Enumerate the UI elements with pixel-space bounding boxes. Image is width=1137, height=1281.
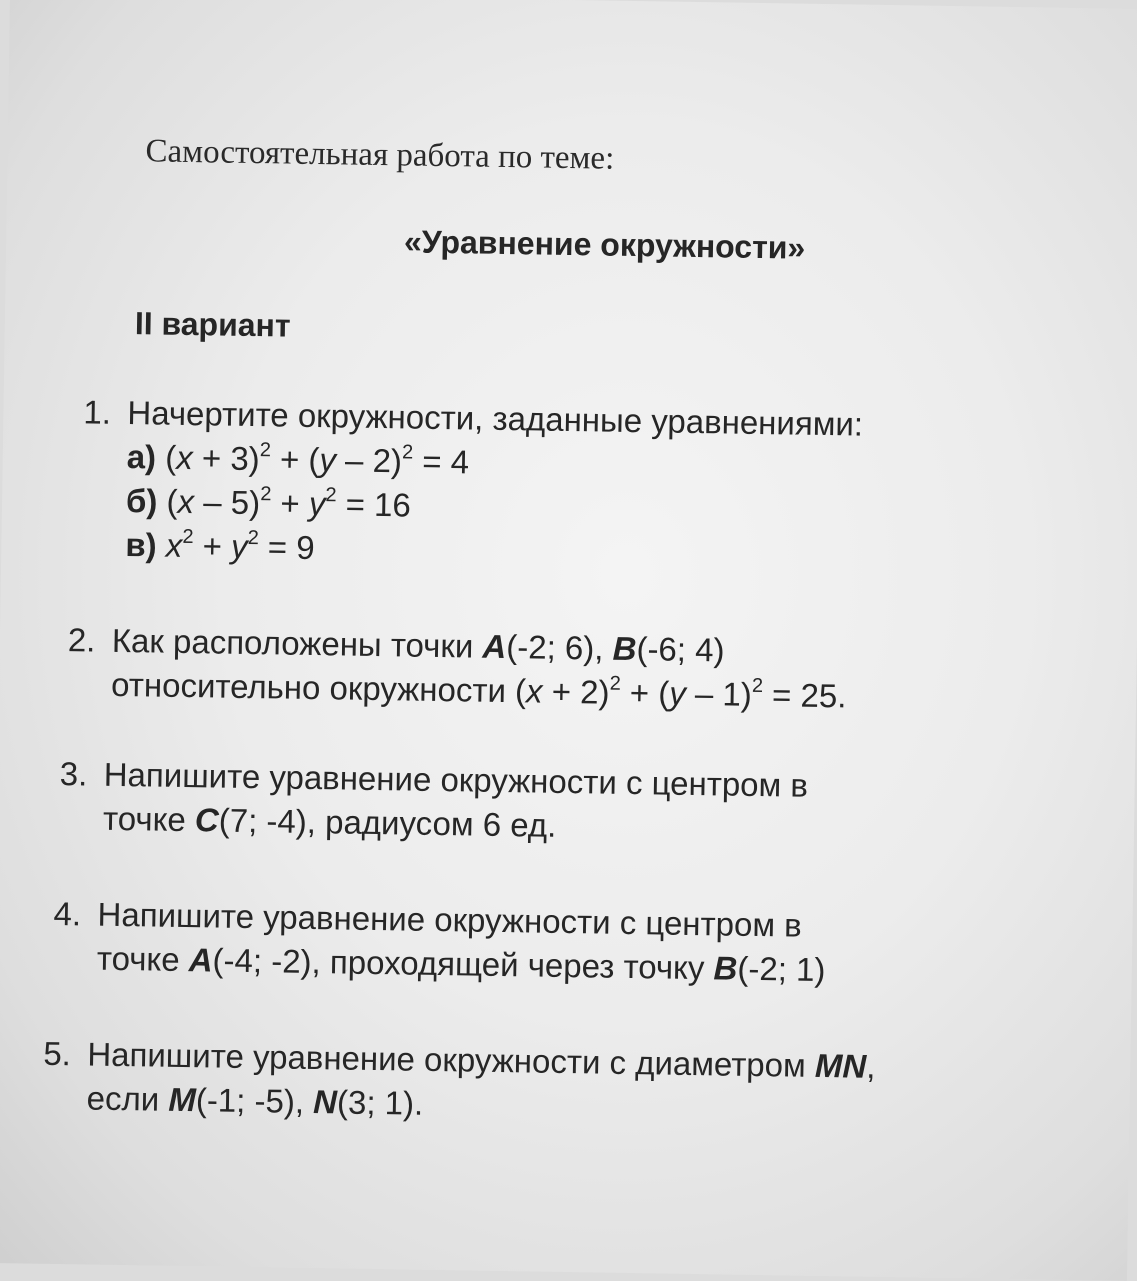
equation-a: а) $(x + 3)^2 + (y - 2)^2 = 4$ (126, 438, 470, 481)
task-number: 5. (43, 1034, 72, 1073)
task-1 (81, 390, 863, 578)
point-coords: (-6; 4) (636, 630, 725, 669)
point-label: M (168, 1080, 197, 1119)
point-label: A (188, 941, 213, 979)
point-label: N (312, 1083, 338, 1121)
point-label: B (713, 949, 738, 987)
point-label: B (612, 629, 637, 668)
equation-c: в) $x^2 + y^2 = 9$ (125, 525, 315, 566)
task-text: точке (102, 799, 187, 839)
task-number: 2. (67, 621, 96, 659)
point-coords: (-2; 1) (737, 949, 826, 989)
task-continuation (53, 936, 826, 992)
point-coords: (-4; -2), (212, 941, 322, 981)
task-4 (53, 892, 827, 992)
point-coords: (-1; -5), (195, 1081, 305, 1120)
task-text: радиусом 6 ед. (324, 803, 557, 844)
task-text: если (86, 1079, 160, 1118)
point-label: C (194, 801, 220, 839)
task-number: 3. (59, 755, 88, 793)
task-continuation (59, 796, 808, 852)
punctuation: , (865, 1047, 876, 1085)
task-text: проходящей через точку (329, 943, 705, 987)
diameter-label: MN (814, 1046, 867, 1085)
task-text: точке (96, 939, 180, 978)
point-coords: (7; -4), (218, 801, 317, 841)
task-3 (59, 752, 809, 852)
task-2 (67, 618, 848, 718)
punctuation: . (836, 677, 847, 715)
point-coords: (3; 1). (336, 1083, 424, 1122)
task-number: 1. (83, 393, 112, 431)
point-coords: (-2; 6), (506, 628, 604, 667)
task-text: Напишите уравнение окружности с центром в (97, 895, 803, 944)
task-text: Напишите уравнение окружности с диаметром (87, 1035, 807, 1084)
point-label: A (482, 627, 507, 666)
equation-label: а) (126, 438, 157, 476)
task-continuation: относительно окружности $(x + 2)^2 + (y - 1)^2 = 25$. (110, 665, 847, 715)
task-number: 4. (53, 894, 82, 933)
task-text: Как расположены точки (111, 621, 474, 665)
variant-label: II вариант (134, 305, 291, 344)
task-text: Начертите окружности, заданные уравнениями: (127, 394, 864, 443)
equation-label: в) (125, 526, 157, 564)
task-text: Напишите уравнение окружности с центром в (103, 755, 809, 804)
task-text: относительно окружности (110, 665, 507, 710)
equation-label: б) (125, 482, 158, 520)
worksheet-header: Самостоятельная работа по теме: (145, 133, 615, 177)
equation-b: б) $(x - 5)^2 + y^2 = 16$ (125, 482, 412, 524)
task-5 (42, 1032, 875, 1133)
worksheet-topic: «Уравнение окружности» (403, 223, 806, 266)
task-continuation (42, 1076, 875, 1133)
